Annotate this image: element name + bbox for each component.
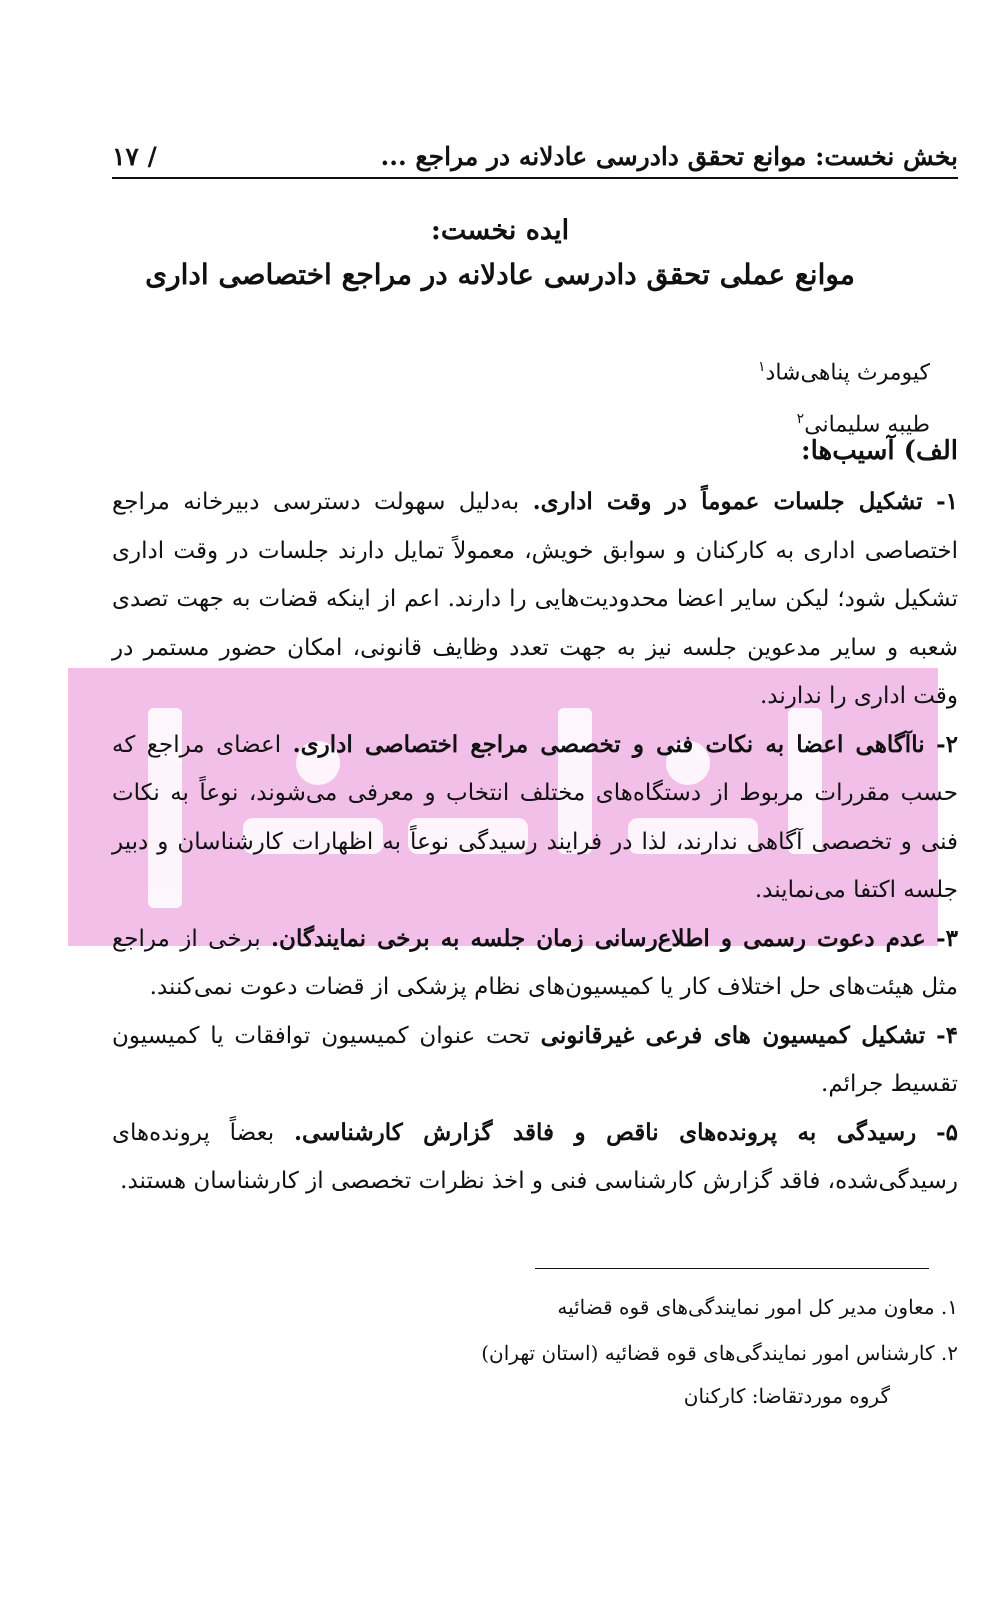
list-item: ۴- تشکیل کمیسیون های فرعی غیرقانونی تحت عنوان کمیسیون توافقات یا کمیسیون تقسیط جرائم. [112, 1021, 959, 1097]
footnote: ۲. کارشناس امور نمایندگی‌های قوه قضائیه (استان تهران) [481, 1341, 958, 1365]
footnote-ref[interactable]: ۱ [758, 359, 766, 375]
author: کیومرث پناهی‌شاد$^۱$ [758, 359, 930, 386]
footnote-divider [535, 1268, 929, 1269]
page-number: / ۱۷ [112, 142, 157, 171]
chapter-title [80, 210, 920, 298]
issue-list [112, 478, 958, 1206]
footnote-ref[interactable]: ۲ [796, 411, 805, 428]
list-item: ۳- عدم دعوت رسمی و اطلاع‌رسانی زمان جلسه به برخی نمایندگان. برخی از مراجع مثل هیئت‌های حل اختلاف کار یا کمیسیون‌های نظام پزشکی از قضات دعوت نمی‌کنند. [112, 924, 959, 1000]
running-head [112, 133, 958, 179]
footnotes [300, 1284, 958, 1376]
author-list [758, 344, 930, 449]
section-heading: الف) آسیب‌ها: [800, 436, 958, 466]
author: طیبه سلیمانی$^۲$ [796, 411, 930, 438]
footnote: ۱. معاون مدیر کل امور نمایندگی‌های قوه قضائیه [557, 1295, 958, 1319]
list-item: ۲- ناآگاهی اعضا به نکات فنی و تخصصی مراجع اختصاصی اداری. اعضای مراجع که حسب مقررات مربوط از دستگاه‌های مختلف انتخاب و معرفی می‌شوند، نوعاً به نکات فنی و تخصصی آگاهی ندارند، لذا در فرایند رسیدگی نوعاً به اظهارات کارشناسان و دبیر جلسه اکتفا می‌نمایند. [112, 730, 958, 903]
running-head-title: بخش نخست: موانع تحقق دادرسی عادلانه در مراجع ... [380, 142, 958, 171]
demand-group: گروه موردتقاضا: کارکنان [683, 1384, 890, 1408]
list-item: ۱- تشکیل جلسات عموماً در وقت اداری. به‌دلیل سهولت دسترسی دبیرخانه مراجع اختصاصی اداری به کارکنان و سوابق خویش، معمولاً تمایل دارند جلسات در وقت اداری تشکیل شود؛ لیکن سایر اعضا محدودیت‌هایی را دارند. اعم از اینکه قضات به جهت تصدی شعبه و سایر مدعوین جلسه نیز به جهت تعدد وظایف قانونی، امکان حضور مستمر در وقت اداری را ندارند. [112, 488, 959, 709]
title-line-1: ایده نخست: [430, 215, 570, 246]
list-item: ۵- رسیدگی به پرونده‌های ناقص و فاقد گزارش کارشناسی. بعضاً پرونده‌های رسیدگی‌شده، فاقد گزارش کارشناسی فنی و اخذ نظرات تخصصی از کارشناسان هستند. [112, 1118, 958, 1194]
title-line-2: موانع عملی تحقق دادرسی عادلانه در مراجع اختصاصی اداری [145, 258, 855, 291]
